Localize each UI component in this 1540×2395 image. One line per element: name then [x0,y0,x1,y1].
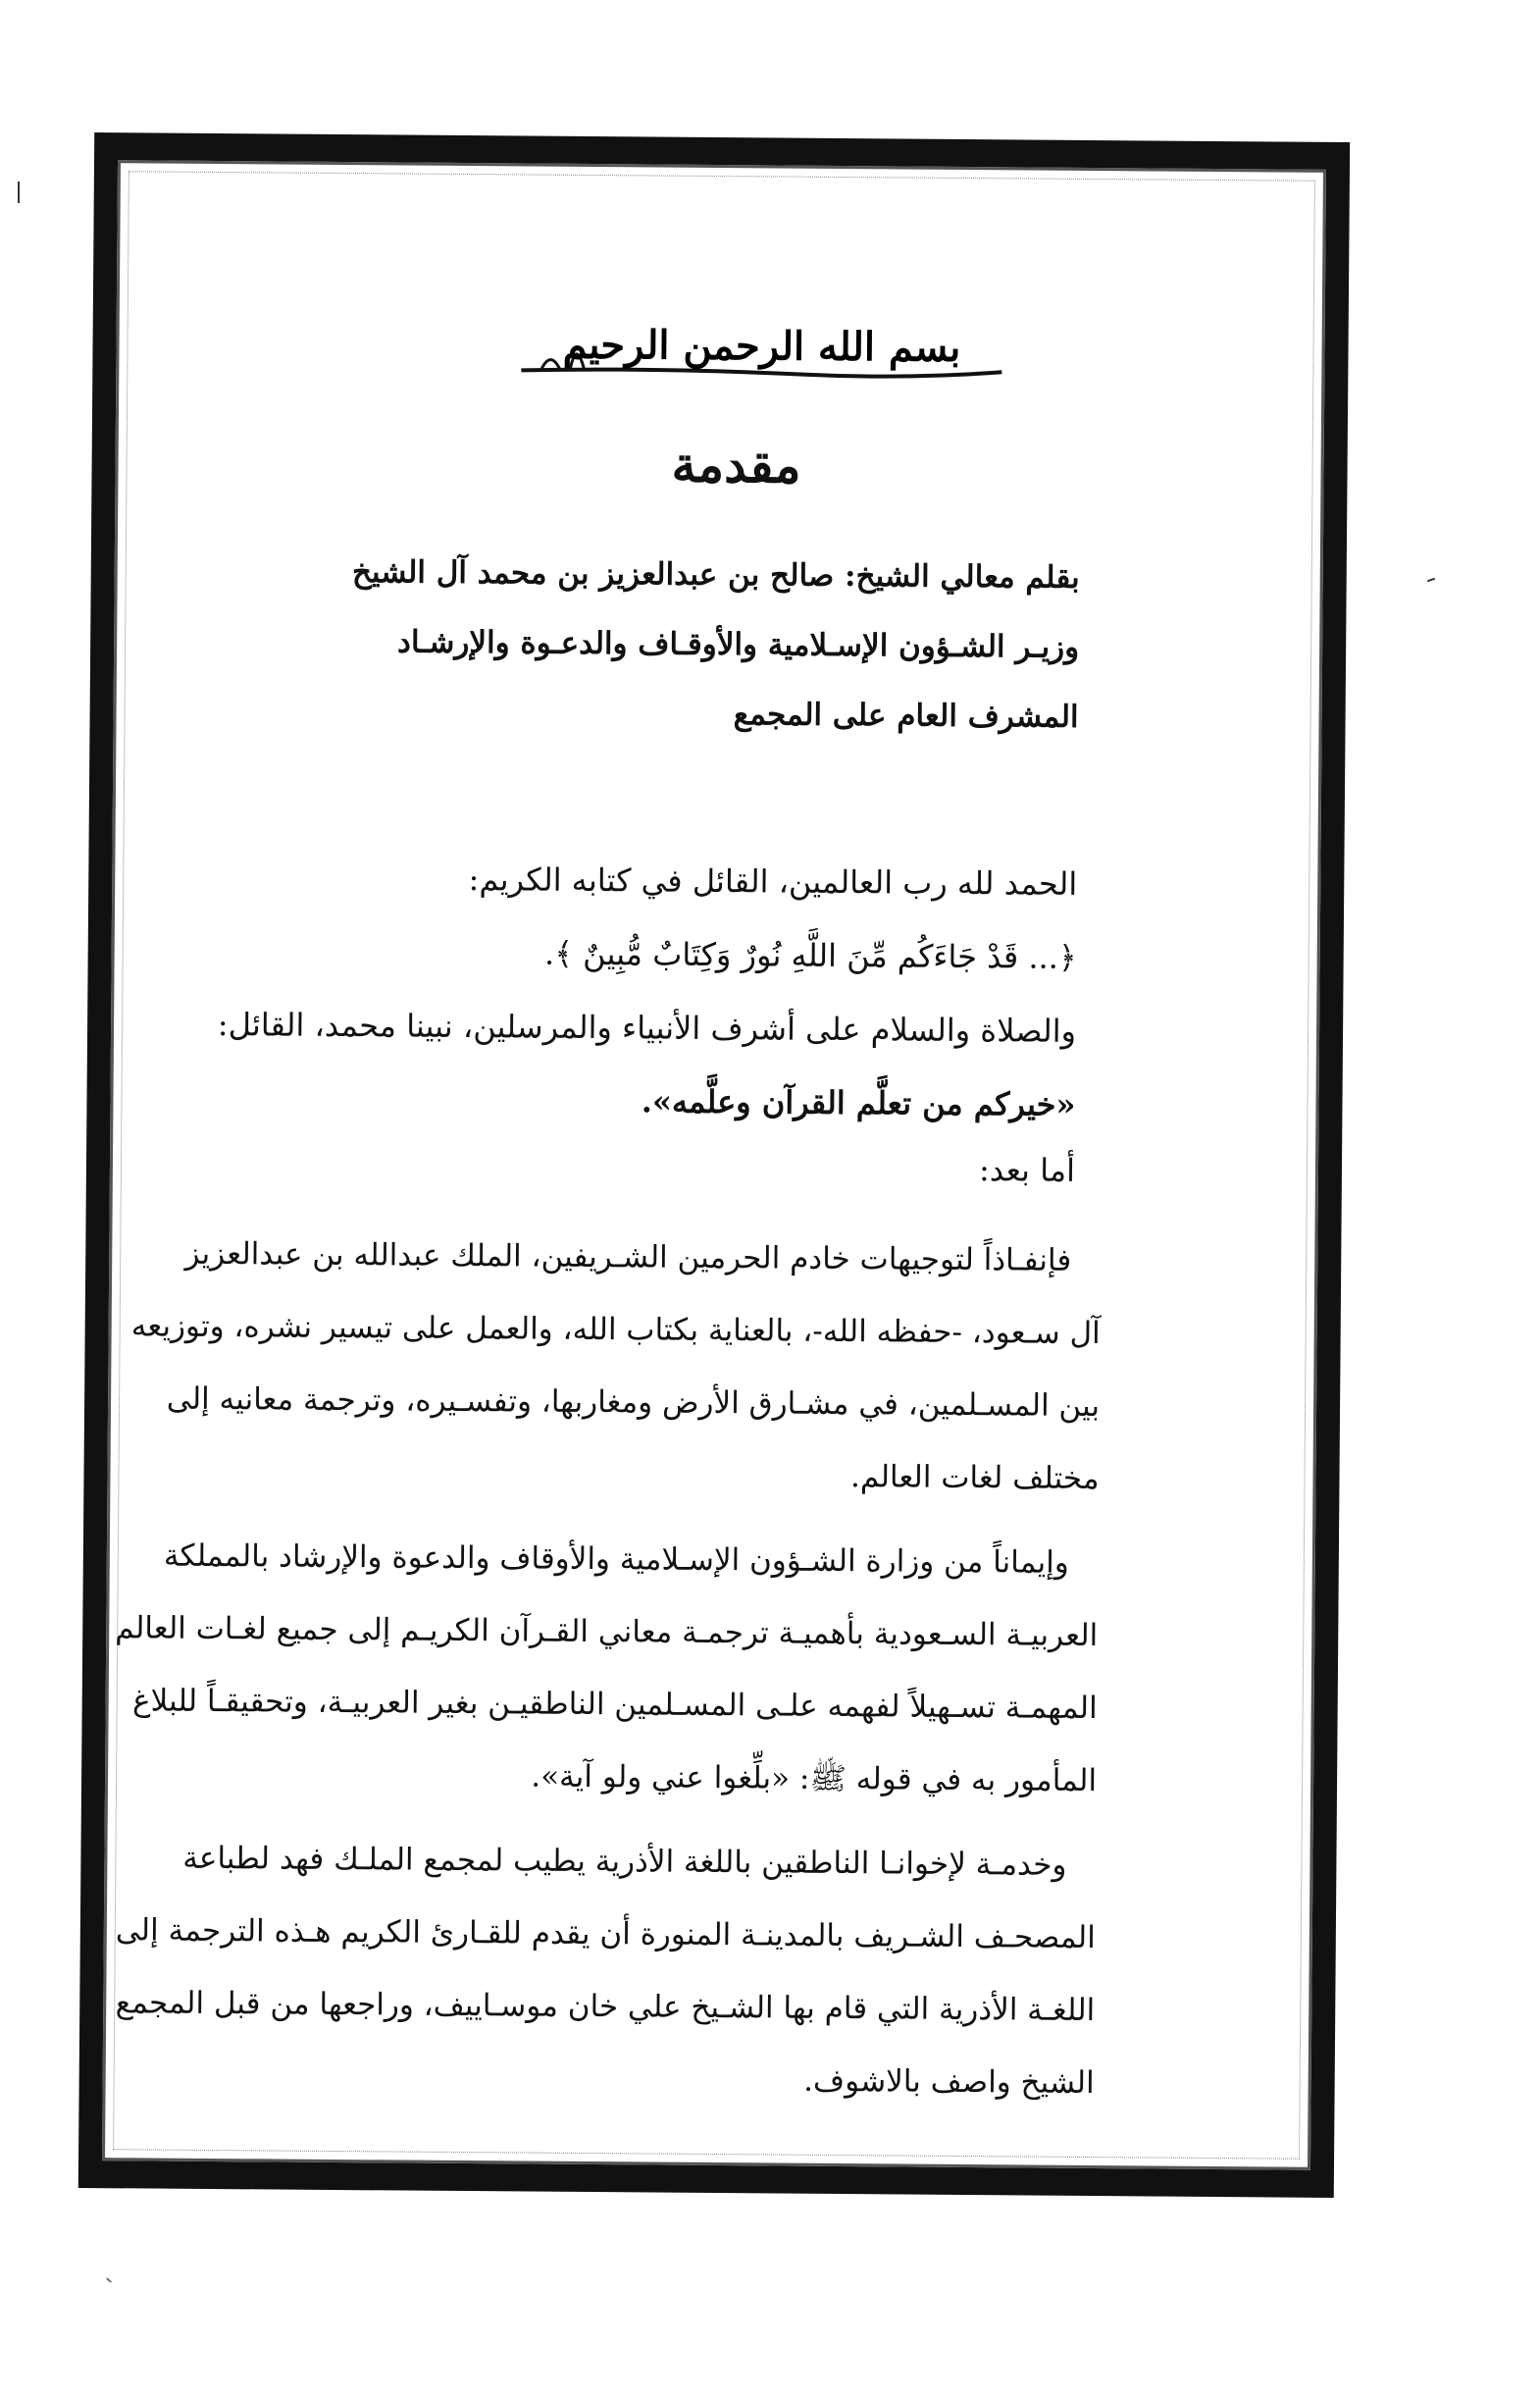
byline-line: بقلم معالي الشيخ: صالح بن عبدالعزيز بن محمد آل الشيخ [351,554,1080,596]
scan-artifact-mark [1427,578,1435,583]
paragraph-directives [88,1217,1101,1515]
paragraph-line: وإيماناً من وزارة الشـؤون الإسـلامية والأوقاف والدعوة والإرشاد بالمملكة [163,1537,1069,1581]
byline-line: المشرف العام على المجمع [733,697,1079,735]
paragraph-line: المأمور به في قوله ﷺ: «بلِّغوا عني ولو آية». [531,1758,1098,1799]
basmala-calligraphy [511,303,1022,400]
basmala-text: بسم الله الرحمن الرحيم [562,321,961,371]
paragraph-line: المصحـف الشـريف بالمدينـة المنورة أن يقدم للقـارئ الكريم هـذه الترجمة إلى [115,1912,1096,1956]
paragraph-ministry [86,1519,1099,1817]
quran-verse: ﴿... قَدْ جَاءَكُم مِّنَ اللَّهِ نُورٌ وَكِتَابٌ مُّبِينٌ ﴾. [543,934,1077,976]
intro-paragraph [217,841,1078,1142]
page-inner-panel [102,160,1326,2170]
paragraph-line: وخدمـة لإخوانـا الناطقين باللغة الأذرية يطيب لمجمع الملـك فهد لطباعة [182,1840,1067,1883]
paragraph-line: فإنفـاذاً لتوجيهات خادم الحرمين الشـريفين، الملك عبدالله بن عبدالعزيز [184,1235,1072,1278]
paragraph-line: العربيـة السـعودية بأهميـة ترجمـة معاني القـرآن الكريـم إلى جميع لغـات العالم [115,1610,1099,1654]
page-title: مقدمة [671,435,801,495]
author-byline [351,538,1080,753]
scan-artifact-mark [18,182,20,203]
paragraph-line: آل سـعود، -حفظه الله-، بالعناية بكتاب الله، والعمل على تيسير نشره، وتوزيعه [130,1308,1101,1352]
scan-artifact-mark [106,2277,112,2282]
paragraph-line: اللغـة الأذرية التي قام بها الشـيخ علي خان موسـاييف، وراجعها من قبل المجمع [115,1985,1096,2029]
paragraph-line: الشيخ واصف بالاشوف. [803,2062,1095,2102]
paragraph-line: مختلف لغات العالم. [849,1459,1100,1497]
byline-line: وزيـر الشـؤون الإسـلامية والأوقـاف والدعـوة والإرشـاد [396,624,1080,665]
hadith-quote: «خيركم من تعلَّم القرآن وعلَّمه». [641,1082,1076,1123]
intro-line: الحمد لله رب العالمين، القائل في كتابه الكريم: [468,860,1078,903]
paragraph-line: المهمـة تسـهيلاً لفهمه علـى المسـلمين الناطقيـن بغير العربيـة، وتحقيقـاً للبلاغ [131,1683,1098,1727]
amma-baad-heading: أما بعد: [978,1151,1076,1189]
page-border-frame [78,132,1350,2198]
paragraph-translation [83,1821,1096,2119]
paragraph-line: بين المسـلمين، في مشـارق الأرض ومغاربها، وتفسـيره، وترجمة معانيه إلى [166,1380,1101,1425]
intro-line: والصلاة والسلام على أشرف الأنبياء والمرسلين، نبينا محمد، القائل: [217,1006,1077,1050]
